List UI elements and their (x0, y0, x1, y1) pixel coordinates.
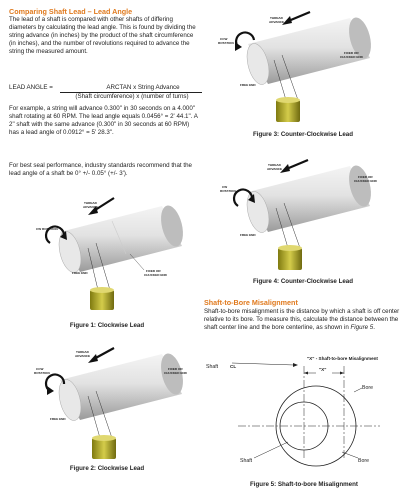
misalignment-paragraph (204, 308, 402, 332)
misalignment-text-end: . (373, 324, 375, 332)
figure-4-caption: Figure 4: Counter-Clockwise Lead (252, 278, 354, 285)
weight (92, 438, 116, 459)
ccw-rotation-label-2: ROTATION (218, 41, 234, 45)
bore-top-label: Bore (362, 385, 373, 391)
ccw-rotation-label-2: ROTATION (34, 371, 50, 375)
thread-advance-label-2: ADVANCE (267, 167, 283, 171)
figure-3-caption: Figure 3: Counter-Clockwise Lead (252, 131, 354, 138)
figure-2-diagram (14, 340, 200, 462)
fixed-end-label-2: CHUCKED END (144, 273, 167, 277)
formula-label: LEAD ANGLE = (9, 84, 53, 91)
misalignment-text: Shaft-to-bore misalignment is the distance by which a shaft is off center relative to its bore. To measure this, calculate the distance between the shaft center line and the bore centerline, as shown in (204, 308, 400, 332)
thread-advance-label-1: THREAD (76, 350, 89, 354)
figure-1-caption: Figure 1: Clockwise Lead (69, 322, 145, 329)
formula-numerator: ARCTAN x String Advance (106, 84, 180, 91)
fixed-end-label-1: FIXED OR (146, 269, 161, 273)
thread-advance-label-2: ADVANCE (83, 205, 99, 209)
figure-1-diagram (14, 188, 200, 312)
cw-rotation-label: CW ROTATION (36, 227, 58, 231)
figure-4-diagram (210, 150, 396, 274)
bore-bottom-label: Bore (358, 458, 369, 464)
fixed-end-label-1: FIXED OR (168, 367, 183, 371)
thread-advance-label-2: ADVANCE (75, 354, 91, 358)
cw-rotation-label-2: ROTATION (220, 189, 236, 193)
example-paragraph: For example, a string will advance 0.300" in 30 seconds on a 4.000" shaft rotating at 60 RPM. The lead angle equals 0.0456° = 2' 44.1". A 2" shaft with the same advance (0.300" in 30 seconds at 60 RPM) has a lead angle of 0.0912° = 5' 28.3". (9, 105, 198, 137)
x-legend: "X" - Shaft-to-bore Misalignment (307, 356, 378, 361)
fixed-end-label-1: FIXED OR (344, 51, 359, 55)
shaft-bottom-label: Shaft (240, 458, 253, 464)
section-title-misalignment: Shaft-to-Bore Misalignment (204, 298, 298, 307)
weight (278, 248, 302, 270)
section-title-lead-angle: Comparing Shaft Lead – Lead Angle (9, 7, 133, 16)
fixed-end-label-2: CHUCKED END (164, 371, 187, 375)
recommendation-paragraph: For best seal performance, industry standards recommend that the lead angle of a shaft be 0° +/- 0.05° (+/- 3'). (9, 162, 192, 178)
formula-denominator: (Shaft circumference) x (number of turns) (75, 92, 189, 100)
free-end-label: FREE END (240, 233, 256, 237)
free-end-label: FREE END (240, 83, 256, 87)
cw-rotation-label-1: CW (222, 185, 228, 189)
figure-5-diagram (204, 346, 404, 476)
fixed-end-label-2: CHUCKED END (354, 179, 377, 183)
cl-label: CL (230, 364, 237, 369)
thread-advance-label-1: THREAD (270, 16, 283, 20)
figure-5-reference: Figure 5 (350, 324, 374, 332)
thread-advance-label-1: THREAD (84, 201, 97, 205)
fixed-end-label-1: FIXED OR (358, 175, 373, 179)
free-end-label: FREE END (50, 417, 66, 421)
intro-paragraph: The lead of a shaft is compared with other shafts of differing diameters by calculating the lead angle. This is found by dividing the string advance (in inches) by the product of the shaft circumference (in inches), and the number of revolutions required to advance the string the measured amount. (9, 16, 196, 56)
shaft-top-label: Shaft (206, 364, 219, 370)
ccw-rotation-label-1: CCW (36, 367, 44, 371)
thread-advance-label-1: THREAD (268, 163, 281, 167)
figure-2-caption: Figure 2: Clockwise Lead (69, 465, 145, 472)
figure-5-caption: Figure 5: Shaft-to-bore Misalignment (250, 481, 358, 488)
x-label: "X" (319, 367, 327, 372)
ccw-rotation-label-1: CCW (220, 37, 228, 41)
fixed-end-label-2: CHUCKED END (340, 55, 363, 59)
free-end-label: FREE END (72, 271, 88, 275)
weight (276, 100, 300, 122)
formula (9, 84, 53, 92)
figure-3-diagram (210, 4, 396, 126)
thread-advance-label-2: ADVANCE (269, 20, 285, 24)
